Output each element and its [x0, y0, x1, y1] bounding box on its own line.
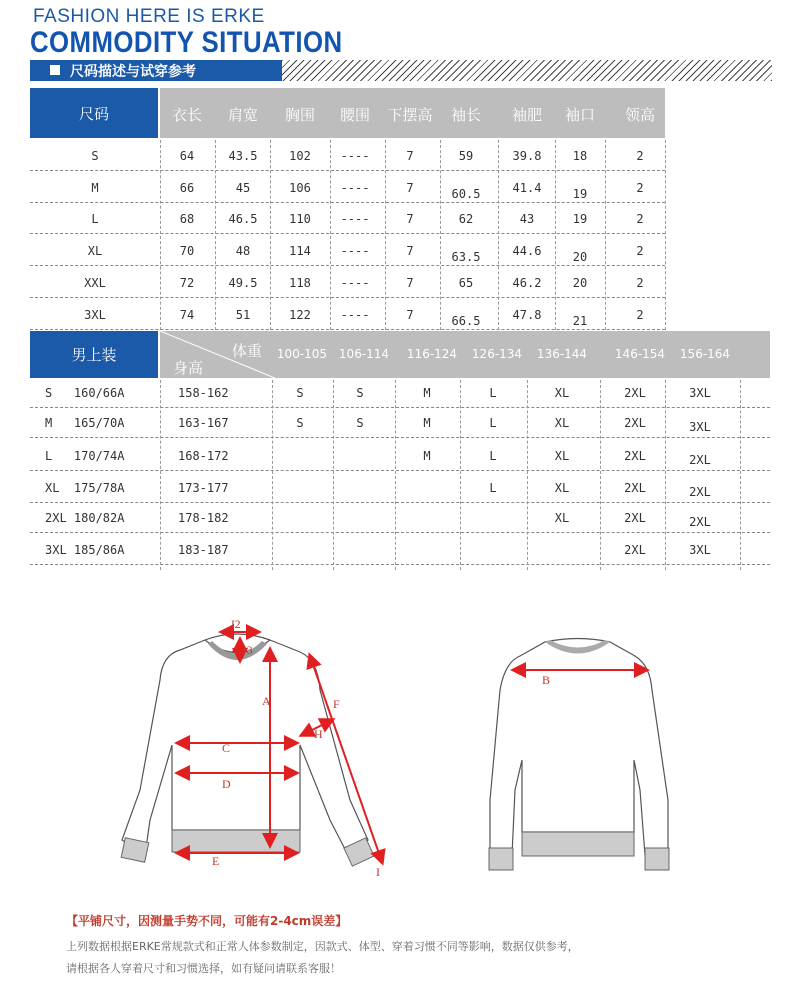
- weight-col-header: 100-105: [276, 347, 328, 361]
- fit-row-label: 2XL 180/82A: [45, 511, 125, 525]
- brand-tagline: FASHION HERE IS ERKE: [33, 6, 265, 27]
- col-divider: [270, 140, 271, 330]
- fit-cell: L: [489, 449, 497, 463]
- size-cell: 2: [636, 308, 644, 322]
- size-cell: 7: [406, 308, 414, 322]
- col-divider: [460, 380, 461, 570]
- fit-cell: 2XL: [624, 481, 646, 495]
- front-hem-rib: [172, 830, 300, 852]
- size-col-header: 袖长: [450, 106, 481, 124]
- size-cell: 72: [179, 276, 195, 290]
- fit-cell: 2XL: [624, 416, 646, 430]
- fit-row-height: 163-167: [178, 416, 229, 430]
- size-cell: 60.5: [451, 187, 481, 201]
- size-col-header: 腰围: [339, 106, 370, 124]
- weight-col-header: 116-124: [406, 347, 458, 361]
- fit-cell: M: [423, 386, 431, 400]
- note-line-2: 请根据各人穿着尺寸和习惯选择，如有疑问请联系客服！: [66, 962, 341, 975]
- size-col-header: 袖肥: [511, 106, 542, 124]
- fit-cell: L: [489, 386, 497, 400]
- fit-cell: XL: [554, 449, 570, 463]
- size-cell: 7: [406, 244, 414, 258]
- size-cell: 20: [572, 276, 588, 290]
- size-cell: 2: [636, 244, 644, 258]
- col-divider: [605, 140, 606, 330]
- row-divider: [30, 297, 665, 298]
- col-divider: [160, 140, 161, 330]
- size-col-header: 肩宽: [227, 106, 258, 124]
- size-col-header: 衣长: [171, 106, 202, 124]
- size-cell: 110: [289, 212, 311, 226]
- fit-row-height: 183-187: [178, 543, 229, 557]
- fit-cell: S: [356, 386, 364, 400]
- fit-row-label: M 165/70A: [45, 416, 125, 430]
- fit-cell: 2XL: [689, 515, 711, 529]
- row-divider: [30, 265, 665, 266]
- fit-cell: M: [423, 416, 431, 430]
- back-left-cuff-rib: [489, 848, 513, 870]
- label-J3: J3: [242, 643, 253, 657]
- size-cell: 66.5: [451, 314, 481, 328]
- size-cell: 63.5: [451, 250, 481, 264]
- weight-label: 体重: [232, 342, 263, 360]
- col-divider: [440, 140, 441, 330]
- fit-cell: S: [296, 416, 304, 430]
- fit-cell: XL: [554, 481, 570, 495]
- label-I: I: [376, 865, 380, 879]
- size-cell: 2: [636, 276, 644, 290]
- fit-cell: XL: [554, 386, 570, 400]
- size-cell: 19: [572, 187, 588, 201]
- row-divider: [30, 202, 665, 203]
- fit-cell: 2XL: [624, 543, 646, 557]
- size-cell: 59: [458, 149, 474, 163]
- row-divider: [30, 233, 665, 234]
- size-cell: 114: [289, 244, 311, 258]
- col-divider: [498, 140, 499, 330]
- fit-cell: L: [489, 416, 497, 430]
- fit-cell: M: [423, 449, 431, 463]
- size-cell: 47.8: [512, 308, 542, 322]
- col-divider: [333, 380, 334, 570]
- fit-row-label: 3XL 185/86A: [45, 543, 125, 557]
- size-cell: 2: [636, 212, 644, 226]
- weight-col-header: 156-164: [679, 347, 731, 361]
- size-cell: 43.5: [228, 149, 258, 163]
- size-cell: 2: [636, 149, 644, 163]
- weight-col-header: 136-144: [536, 347, 588, 361]
- square-bullet-icon: [50, 65, 60, 75]
- left-cuff-rib: [121, 838, 149, 863]
- col-divider: [740, 380, 741, 570]
- size-cell: 65: [458, 276, 474, 290]
- back-hem-rib: [522, 832, 634, 856]
- size-cell: 49.5: [228, 276, 258, 290]
- size-cell: 70: [179, 244, 195, 258]
- size-cell: 18: [572, 149, 588, 163]
- size-cell: 7: [406, 149, 414, 163]
- col-divider: [215, 140, 216, 330]
- fit-row-height: 168-172: [178, 449, 229, 463]
- size-cell: ----: [340, 244, 370, 258]
- row-divider: [30, 407, 770, 408]
- fit-row-height: 178-182: [178, 511, 229, 525]
- size-cell: 46.5: [228, 212, 258, 226]
- fit-cell: 2XL: [689, 485, 711, 499]
- size-cell: 7: [406, 276, 414, 290]
- size-cell: 68: [179, 212, 195, 226]
- size-row-label: L: [91, 212, 99, 226]
- size-cell: 7: [406, 181, 414, 195]
- fit-cell: XL: [554, 416, 570, 430]
- size-cell: ----: [340, 212, 370, 226]
- size-cell: 106: [289, 181, 311, 195]
- fit-cell: 2XL: [689, 453, 711, 467]
- col-divider: [330, 140, 331, 330]
- size-row-label: XXL: [84, 276, 106, 290]
- size-col-header: 袖口: [564, 106, 595, 124]
- size-cell: 46.2: [512, 276, 542, 290]
- size-cell: ----: [340, 181, 370, 195]
- size-cell: 20: [572, 250, 588, 264]
- size-cell: 51: [235, 308, 251, 322]
- size-cell: 44.6: [512, 244, 542, 258]
- size-cell: ----: [340, 149, 370, 163]
- fit-cell: 2XL: [624, 511, 646, 525]
- size-cell: 74: [179, 308, 195, 322]
- size-cell: 43: [519, 212, 535, 226]
- row-divider: [30, 470, 770, 471]
- label-E: E: [212, 854, 220, 868]
- col-divider: [600, 380, 601, 570]
- size-cell: 21: [572, 314, 588, 328]
- size-row-label: 3XL: [84, 308, 106, 322]
- size-cell: 66: [179, 181, 195, 195]
- size-cell: 118: [289, 276, 311, 290]
- label-B: B: [542, 673, 551, 687]
- fit-cell: S: [356, 416, 364, 430]
- row-divider: [30, 532, 770, 533]
- fit-cell: 3XL: [689, 386, 711, 400]
- fit-cell: XL: [554, 511, 570, 525]
- note-line-1: 上列数据根据ERKE常规款式和正常人体参数制定，因款式、体型、穿着习惯不同等影响，数据仅供参考，: [66, 940, 579, 953]
- fit-row-height: 158-162: [178, 386, 229, 400]
- size-cell: 102: [289, 149, 311, 163]
- size-cell: ----: [340, 276, 370, 290]
- col-divider: [665, 380, 666, 570]
- size-row-label: M: [91, 181, 99, 195]
- label-J2: J2: [230, 617, 241, 631]
- hatch-decoration: [282, 60, 772, 81]
- row-divider: [30, 329, 665, 330]
- fit-cell: 3XL: [689, 420, 711, 434]
- size-cell: 48: [235, 244, 251, 258]
- size-table-corner: 尺码: [30, 88, 158, 138]
- size-cell: 39.8: [512, 149, 542, 163]
- size-col-header: 领高: [624, 106, 655, 124]
- section-title: 尺码描述与试穿参考: [70, 64, 196, 80]
- size-row-label: S: [91, 149, 99, 163]
- size-cell: 7: [406, 212, 414, 226]
- height-label: 身高: [173, 359, 204, 377]
- col-divider: [272, 380, 273, 570]
- fit-cell: 2XL: [624, 386, 646, 400]
- col-divider: [160, 380, 161, 570]
- row-divider: [30, 437, 770, 438]
- fit-cell: S: [296, 386, 304, 400]
- col-divider: [385, 140, 386, 330]
- size-cell: 41.4: [512, 181, 542, 195]
- weight-col-header: 126-134: [471, 347, 523, 361]
- front-sweater-outline: [122, 634, 368, 855]
- fit-table-corner: 男上装: [30, 331, 158, 378]
- fit-cell: 3XL: [689, 543, 711, 557]
- size-cell: 62: [458, 212, 474, 226]
- label-A: A: [262, 694, 271, 708]
- page-title: COMMODITY SITUATION: [30, 26, 343, 59]
- size-cell: 122: [289, 308, 311, 322]
- fit-cell: 2XL: [624, 449, 646, 463]
- fit-row-label: L 170/74A: [45, 449, 125, 463]
- fit-row-label: S 160/66A: [45, 386, 125, 400]
- col-divider: [527, 380, 528, 570]
- col-divider: [395, 380, 396, 570]
- weight-col-header: 146-154: [614, 347, 666, 361]
- fit-row-height: 173-177: [178, 481, 229, 495]
- garment-diagram: [0, 600, 790, 900]
- col-divider: [665, 140, 666, 330]
- row-divider: [30, 564, 770, 565]
- size-col-header: 胸围: [284, 106, 315, 124]
- size-cell: 45: [235, 181, 251, 195]
- weight-col-header: 106-114: [338, 347, 390, 361]
- size-cell: ----: [340, 308, 370, 322]
- size-row-label: XL: [87, 244, 103, 258]
- fit-row-label: XL 175/78A: [45, 481, 125, 495]
- label-D: D: [222, 777, 231, 791]
- section-header: [30, 60, 282, 81]
- size-cell: 19: [572, 212, 588, 226]
- size-col-header: 下摆高: [387, 106, 433, 124]
- row-divider: [30, 170, 665, 171]
- col-divider: [555, 140, 556, 330]
- fit-cell: L: [489, 481, 497, 495]
- measurement-warning: 【平铺尺寸，因测量手势不同，可能有2-4cm误差】: [66, 914, 348, 928]
- size-cell: 2: [636, 181, 644, 195]
- label-H: H: [314, 727, 323, 741]
- label-C: C: [222, 741, 231, 755]
- row-divider: [30, 502, 770, 503]
- size-cell: 64: [179, 149, 195, 163]
- label-F: F: [333, 697, 340, 711]
- back-right-cuff-rib: [645, 848, 669, 870]
